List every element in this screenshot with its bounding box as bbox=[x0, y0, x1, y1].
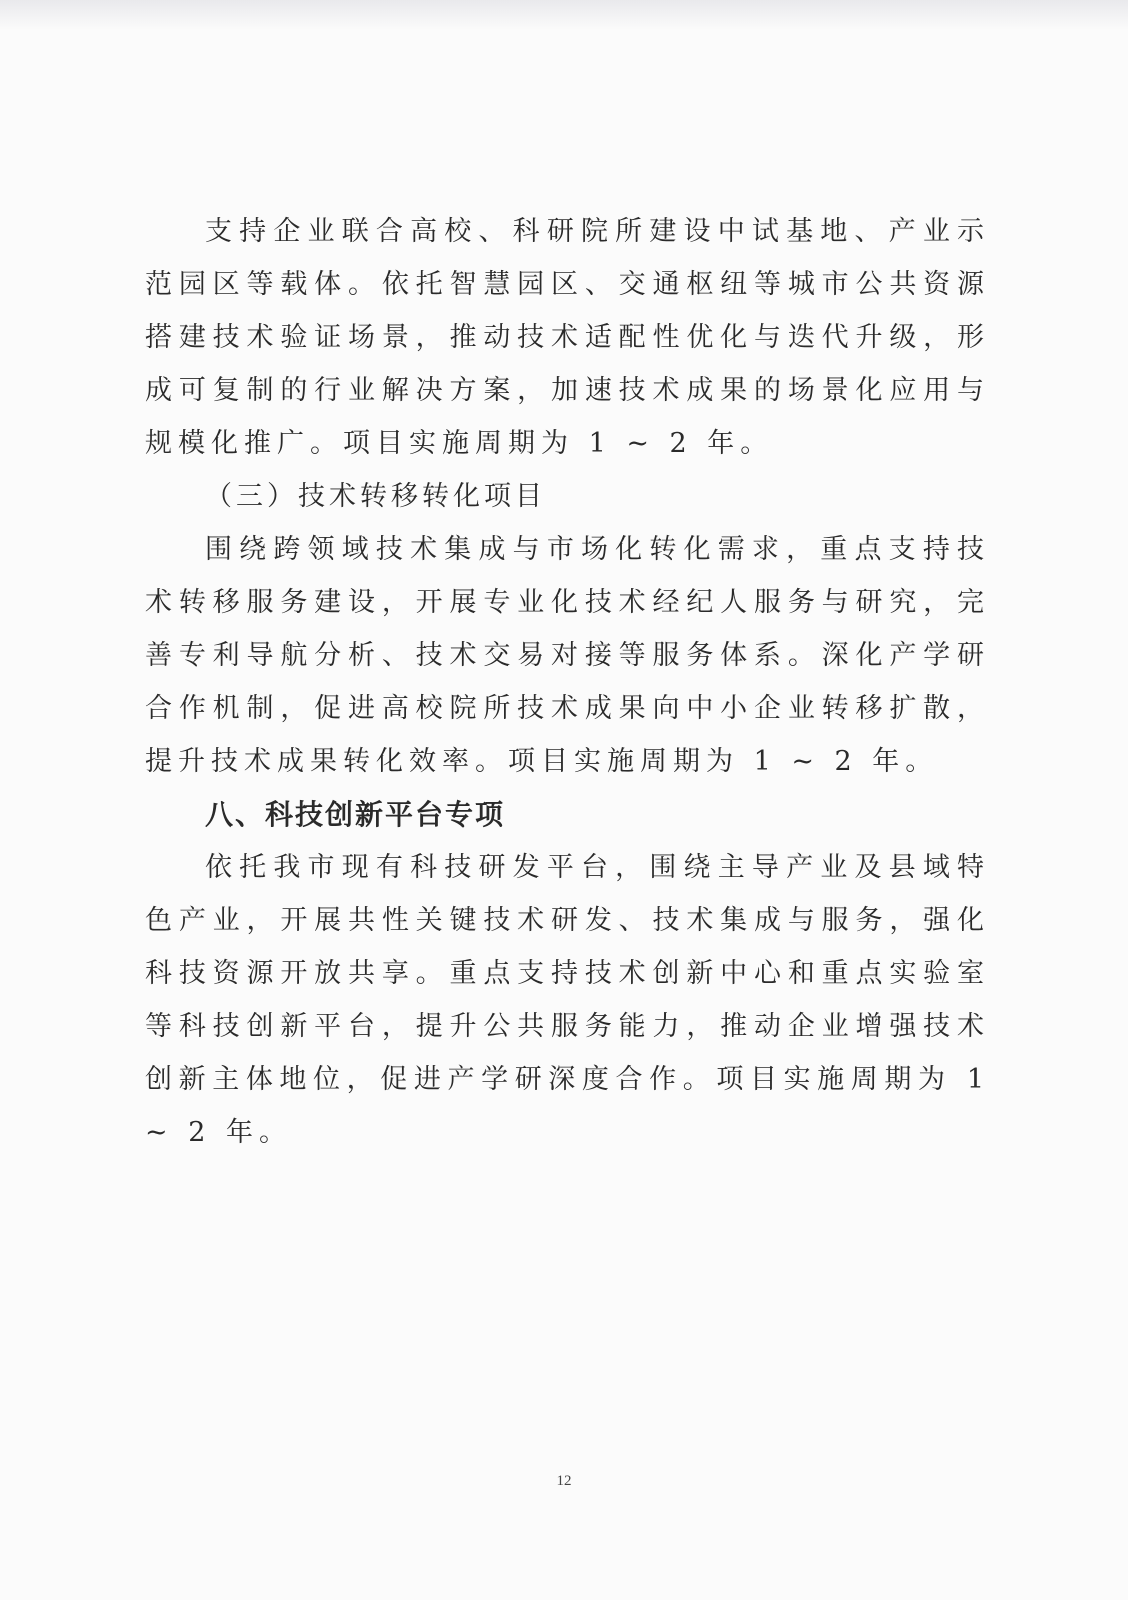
scan-edge-shadow bbox=[0, 0, 1128, 30]
subheading-tech-transfer: （三）技术转移转化项目 bbox=[205, 481, 546, 512]
document-body bbox=[145, 205, 990, 1159]
paragraph-tech-transfer: 围绕跨领域技术集成与市场化转化需求，重点支持技术转移服务建设，开展专业化技术经纪人服务与研究，完善专利导航分析、技术交易对接等服务体系。深化产学研合作机制，促进高校院所技术成果向中小企业转移扩散，提升技术成果转化效率。项目实施周期为 1 ~ 2 年。 bbox=[145, 534, 990, 777]
paragraph-innovation-platform: 依托我市现有科技研发平台，围绕主导产业及县域特色产业，开展共性关键技术研发、技术集成与服务，强化科技资源开放共享。重点支持技术创新中心和重点实验室等科技创新平台，提升公共服务能力，推动企业增强技术创新主体地位，促进产学研深度合作。项目实施周期为 1 ~ 2 年。 bbox=[145, 852, 990, 1148]
page-number: 12 bbox=[556, 1473, 572, 1489]
paragraph-pilot-base: 支持企业联合高校、科研院所建设中试基地、产业示范园区等载体。依托智慧园区、交通枢纽等城市公共资源搭建技术验证场景，推动技术适配性优化与迭代升级，形成可复制的行业解决方案，加速技术成果的场景化应用与规模化推广。项目实施周期为 1 ~ 2 年。 bbox=[145, 216, 990, 459]
section-heading-innovation-platform: 八、科技创新平台专项 bbox=[205, 798, 506, 831]
